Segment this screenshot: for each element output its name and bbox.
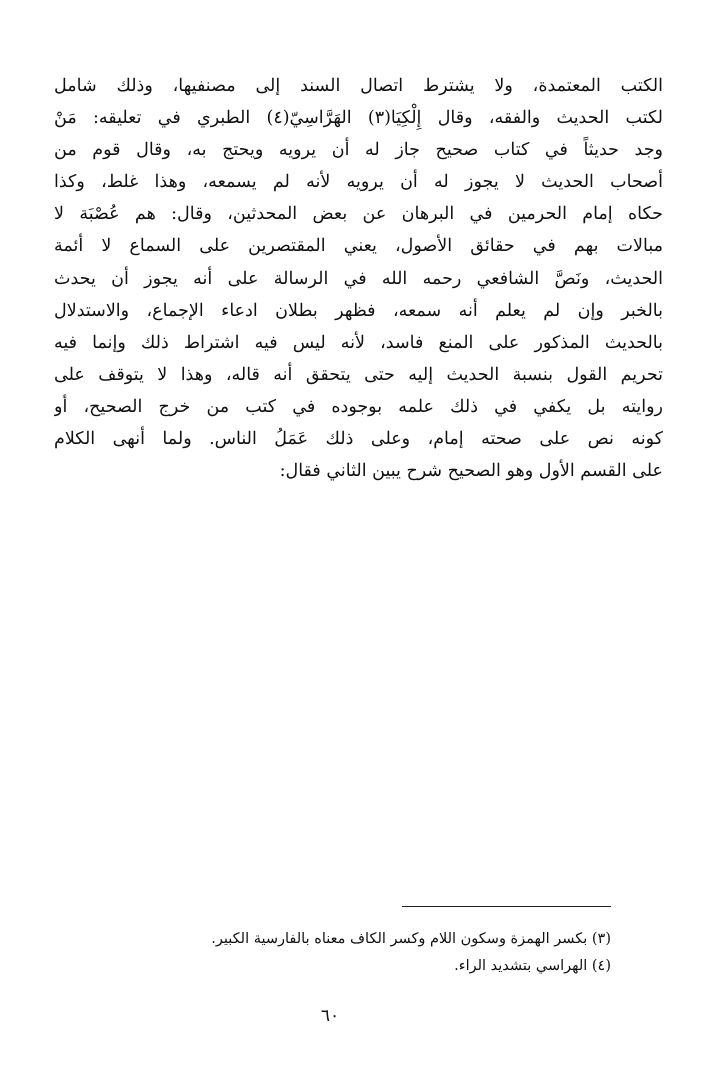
- footnote: (٣) بكسر الهمزة وسكون اللام وكسر الكاف معناه بالفارسية الكبير.: [211, 931, 611, 947]
- text-line: بالخبر وإن لم يعلم أنه سمعه، فظهر بطلان ادعاء الإجماع، والاستدلال: [54, 300, 663, 321]
- text-line: الحديث، ونَصَّ الشافعي رحمه الله في الرسالة على أنه يجوز أن يحدث: [54, 268, 663, 289]
- text-line: روايته بل يكفي في ذلك علمه بوجوده في كتب من خرج الصحيح، أو: [54, 396, 663, 417]
- main-text: [54, 70, 663, 487]
- footnotes: [100, 926, 611, 980]
- text-line: تحريم القول بنسبة الحديث إليه حتى يتحقق أنه قاله، وهذا لا يتوقف على: [54, 364, 663, 385]
- text-line: أصحاب الحديث لا يجوز له أن يرويه لأنه لم يسمعه، وهذا غلط، وكذا: [54, 172, 663, 193]
- page-number: ٦٠: [320, 1006, 340, 1026]
- footnote: (٤) الهراسي بتشديد الراء.: [454, 958, 611, 974]
- text-line: على القسم الأول وهو الصحيح شرح يبين الثاني فقال:: [279, 461, 663, 482]
- text-line: لكتب الحديث والفقه، وقال إِلْكِيَا(٣) الهَرَّاسِيّ(٤) الطبري في تعليقه: مَنْ: [54, 108, 663, 129]
- text-line: مبالات بهم في حقائق الأصول، يعني المقتصرين على السماع لا أئمة: [54, 236, 663, 257]
- text-line: الكتب المعتمدة، ولا يشترط اتصال السند إلى مصنفيها، وذلك شامل: [54, 76, 663, 96]
- text-line: حكاه إمام الحرمين في البرهان عن بعض المحدثين، وقال: هم عُصْبَة لا: [54, 204, 663, 225]
- footnote-separator: [402, 906, 611, 907]
- text-line: وجد حديثاً في كتاب صحيح جاز له أن يرويه ويحتج به، وقال قوم من: [54, 140, 663, 161]
- text-line: كونه نص على صحته إمام، وعلى ذلك عَمَلُ الناس. ولما أنهى الكلام: [54, 429, 663, 450]
- text-line: بالحديث المذكور على المنع فاسد، لأنه ليس فيه اشتراط ذلك وإنما فيه: [54, 332, 663, 353]
